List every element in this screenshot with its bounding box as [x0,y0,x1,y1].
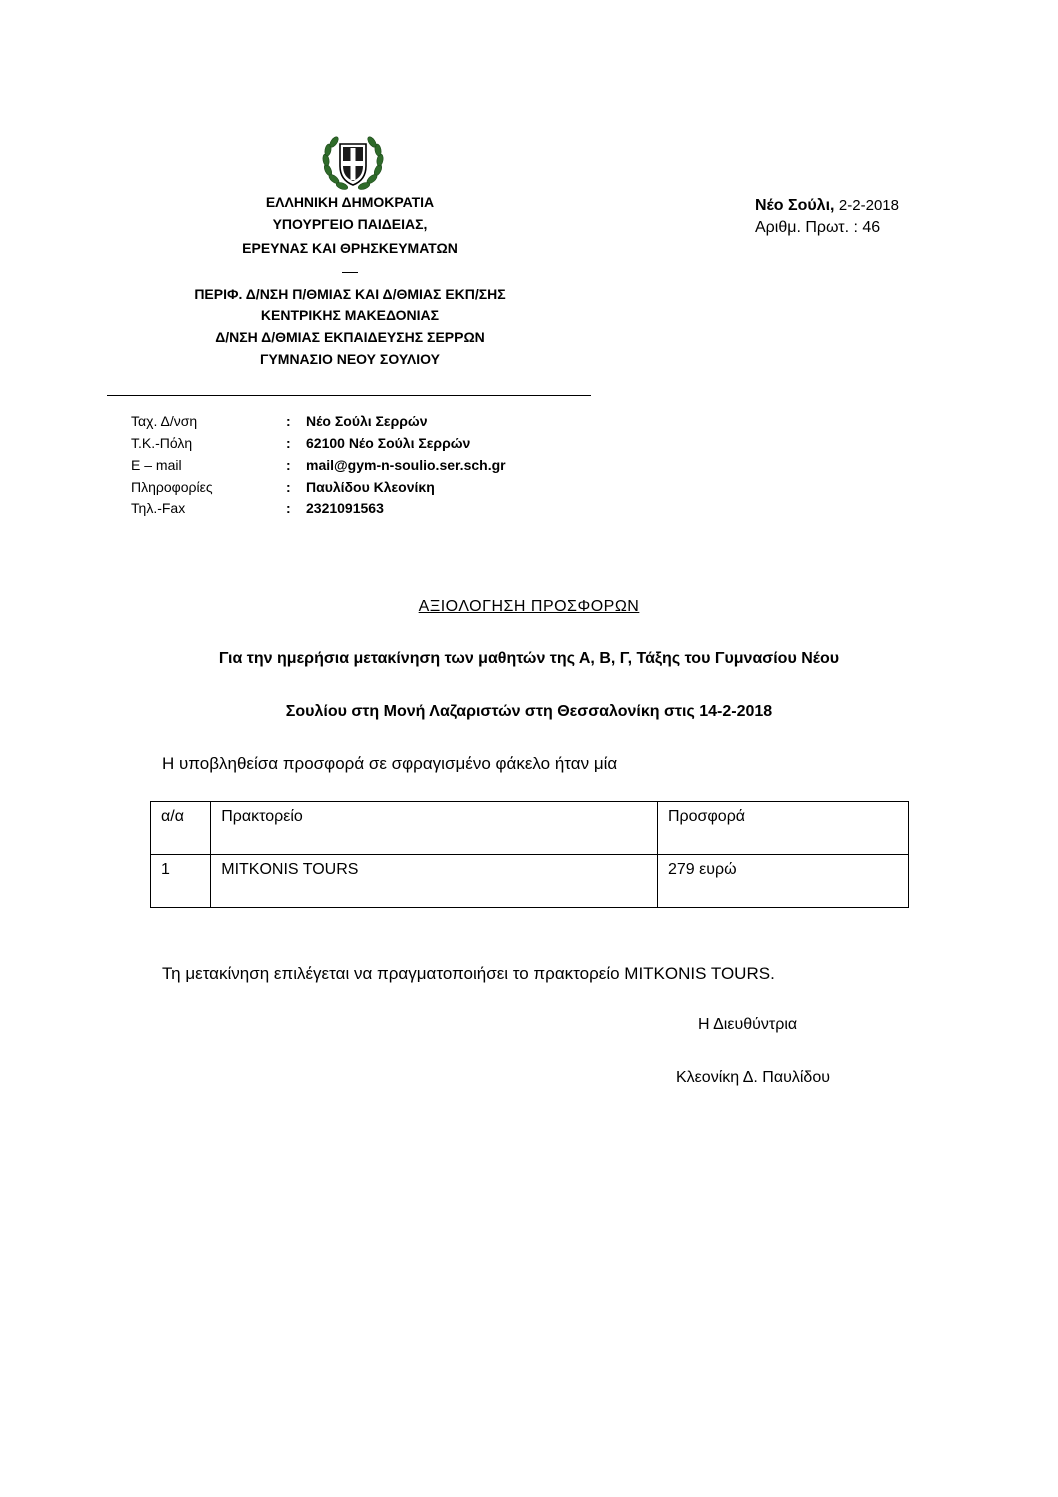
header-line-school: ΓΥΜΝΑΣΙΟ ΝΕΟΥ ΣΟΥΛΙΟΥ [260,351,440,367]
contact-label-info: Πληροφορίες [131,479,213,495]
table-cell-agency: MITKONIS TOURS [211,855,658,908]
signature-name: Κλεονίκη Δ. Παυλίδου [676,1069,830,1086]
contact-colon: : [286,457,291,473]
table-header-cell: α/α [151,802,211,855]
contact-colon: : [286,479,291,495]
contact-colon: : [286,413,291,429]
table-row [151,855,909,908]
header-line-directorate: Δ/ΝΣΗ Δ/ΘΜΙΑΣ ΕΚΠΑΙΔΕΥΣΗΣ ΣΕΡΡΩΝ [215,329,485,345]
header-line-republic: ΕΛΛΗΝΙΚΗ ΔΗΜΟΚΡΑΤΙΑ [265,194,435,210]
date-line [755,197,899,215]
intro-text: Η υποβληθείσα προσφορά σε σφραγισμένο φάκελο ήταν μία [162,754,618,773]
header-line-macedonia: ΚΕΝΤΡΙΚΗΣ ΜΑΚΕΔΟΝΙΑΣ [260,307,440,323]
contact-label-email: Ε – mail [131,457,182,473]
table-header-cell: Προσφορά [658,802,909,855]
header-divider [107,395,591,396]
contact-value-phone: 2321091563 [306,500,384,516]
date-place: Νέο Σούλι, [755,197,835,214]
header-short-rule [342,272,358,273]
contact-value-email[interactable]: mail@gym-n-soulio.ser.sch.gr [306,457,506,473]
contact-label-address: Ταχ. Δ/νση [131,413,198,429]
contact-label-postcode: Τ.Κ.-Πόλη [131,435,193,451]
date-value: 2-2-2018 [838,197,899,214]
conclusion-text: Τη μετακίνηση επιλέγεται να πραγματοποιήσει το πρακτορείο MITKONIS TOURS. [162,964,775,983]
header-line-ministry: ΥΠΟΥΡΓΕΙΟ ΠΑΙΔΕΙΑΣ, [272,216,428,232]
protocol-number: 46 [862,219,881,236]
table-cell-number: 1 [151,855,211,908]
subtitle-line-2: Σουλίου στη Μονή Λαζαριστών στη Θεσσαλονίκη στις 14-2-2018 [285,703,773,720]
header-line-ministry-cont: ΕΡΕΥΝΑΣ ΚΑΙ ΘΡΗΣΚΕΥΜΑΤΩΝ [242,240,458,256]
greek-coat-of-arms-emblem [318,132,388,194]
contact-value-postcode: 62100 Νέο Σούλι Σερρών [306,435,471,451]
table-header-cell: Πρακτορείο [211,802,658,855]
protocol-label: Αριθμ. Πρωτ. : [755,219,858,236]
document-title: ΑΞΙΟΛΟΓΗΣΗ ΠΡΟΣΦΟΡΩΝ [418,598,640,615]
subtitle-line-1: Για την ημερήσια μετακίνηση των μαθητών της Α, Β, Γ, Τάξης του Γυμνασίου Νέου [218,650,840,667]
contact-value-address: Νέο Σούλι Σερρών [306,413,428,429]
header-line-region: ΠΕΡΙΦ. Δ/ΝΣΗ Π/ΘΜΙΑΣ ΚΑΙ Δ/ΘΜΙΑΣ ΕΚΠ/ΣΗΣ [194,286,506,302]
contact-colon: : [286,500,291,516]
contact-label-phone: Τηλ.-Fax [131,500,186,516]
signature-role: Η Διευθύντρια [698,1016,798,1033]
offers-table [150,801,909,908]
table-cell-offer: 279 ευρώ [658,855,909,908]
protocol-line [755,219,880,237]
contact-value-info: Παυλίδου Κλεονίκη [306,479,435,495]
table-header-row [151,802,909,855]
contact-colon: : [286,435,291,451]
